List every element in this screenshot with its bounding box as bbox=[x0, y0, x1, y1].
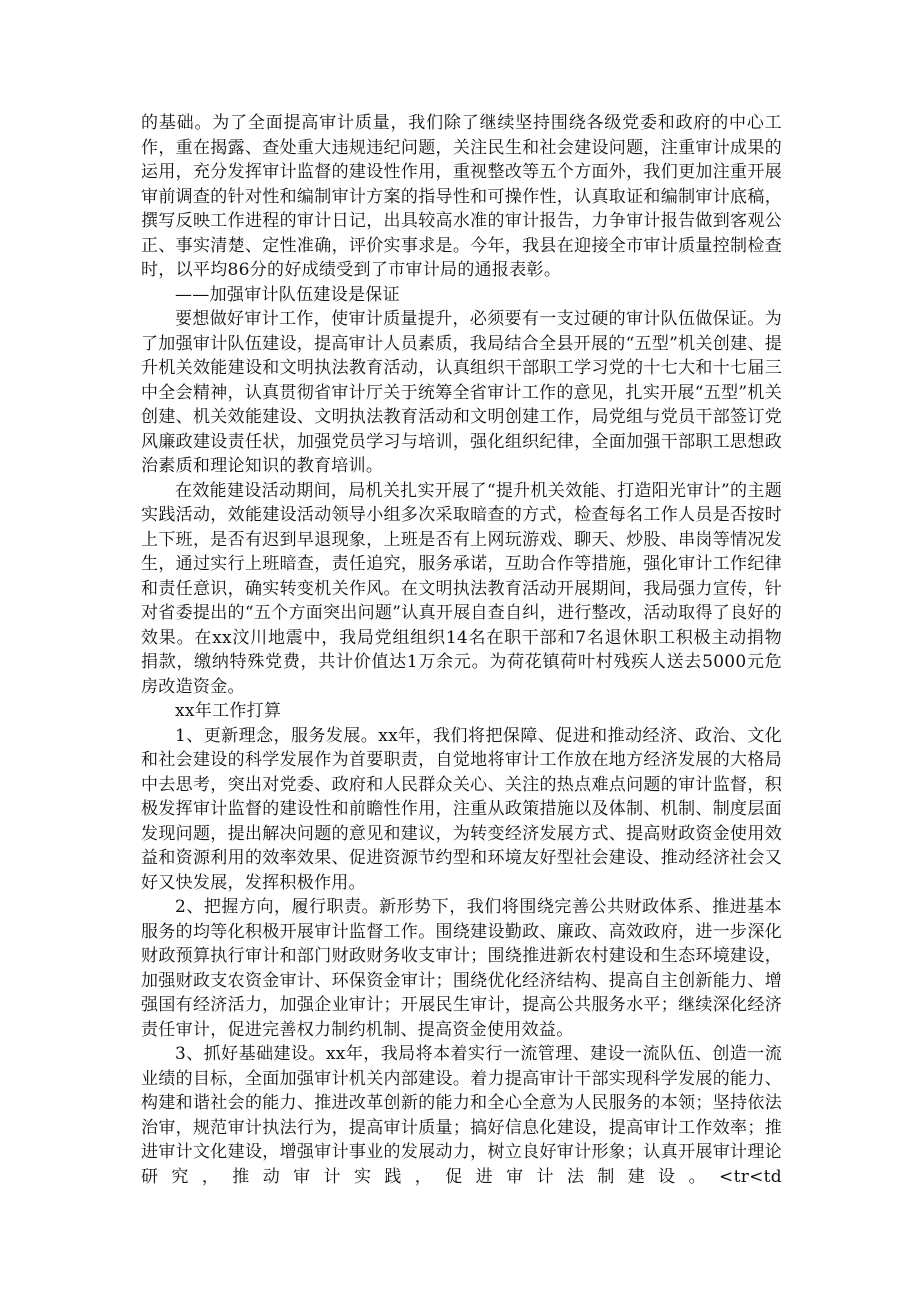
paragraph-efficiency-campaign: 在效能建设活动期间，局机关扎实开展了“提升机关效能、打造阳光审计”的主题实践活动，效能建设活动领导小组多次采取暗查的方式，检查每名工作人员是否按时上下班，是否有迟到早退现象，上班是否有上网玩游戏、聊天、炒股、串岗等情况发生，通过实行上班暗查，责任追究，服务承诺，互助合作等措施，强化审计工作纪律和责任意识，确实转变机关作风。在文明执法教育活动开展期间，我局强力宣传，针对省委提出的“五个方面突出问题”认真开展自查自纠，进行整改，活动取得了良好的效果。在xx汶川地震中，我局党组组织14名在职干部和7名退休职工积极主动捐物捐款，缴纳特殊党费，共计价值达1万余元。为荷花镇荷叶村残疾人送去5000元危房改造资金。 bbox=[141, 480, 782, 697]
paragraph-team-building: 要想做好审计工作，使审计质量提升，必须要有一支过硬的审计队伍做保证。为了加强审计队伍建设，提高审计人员素质，我局结合全县开展的“五型”机关创建、提升机关效能建设和文明执法教育活动，认真组织干部职工学习党的十七大和十七届三中全会精神，认真贯彻省审计厅关于统筹全省审计工作的意见，扎实开展“五型”机关创建、机关效能建设、文明执法教育活动和文明创建工作，局党组与党员干部签订党风廉政建设责任状，加强党员学习与培训，强化组织纪律，全面加强干部职工思想政治素质和理论知识的教育培训。 bbox=[141, 309, 782, 476]
paragraph-plan-item-3: 3、抓好基础建设。xx年，我局将本着实行一流管理、建设一流队伍、创造一流业绩的目标，全面加强审计机关内部建设。着力提高审计干部实现科学发展的能力、构建和谐社会的能力、推进改革创新的能力和全心全意为人民服务的本领；坚持依法治审，规范审计执法行为，提高审计质量；搞好信息化建设，提高审计工作效率；推进审计文化建设，增强审计事业的发展动力，树立良好审计形象；认真开展审计理论研究，推动审计实践，促进审计法制建设。<tr<td bbox=[141, 1044, 782, 1187]
paragraph-plan-item-1: 1、更新理念，服务发展。xx年，我们将把保障、促进和推动经济、政治、文化和社会建设的科学发展作为首要职责，自觉地将审计工作放在地方经济发展的大格局中去思考，突出对党委、政府和人民群众关心、关注的热点难点问题的审计监督，积极发挥审计监督的建设性和前瞻性作用，注重从政策措施以及体制、机制、制度层面发现问题，提出解决问题的意见和建议，为转变经济发展方式、提高财政资金使用效益和资源利用的效率效果、促进资源节约型和环境友好型社会建设、推动经济社会又好又快发展，发挥积极作用。 bbox=[141, 725, 782, 893]
heading-team-building: ——加强审计队伍建设是保证 bbox=[175, 284, 400, 305]
paragraph-plan-item-2: 2、把握方向，履行职责。新形势下，我们将围绕完善公共财政体系、推进基本服务的均等化积极开展审计监督工作。围绕建设勤政、廉政、高效政府，进一步深化财政预算执行审计和部门财政财务收支审计；围绕推进新农村建设和生态环境建设，加强财政支农资金审计、环保资金审计；围绕优化经济结构、提高自主创新能力、增强国有经济活力，加强企业审计；开展民生审计，提高公共服务水平；继续深化经济责任审计，促进完善权力制约机制、提高资金使用效益。 bbox=[141, 897, 782, 1040]
paragraph-audit-quality: 的基础。为了全面提高审计质量，我们除了继续坚持围绕各级党委和政府的中心工作，重在揭露、查处重大违规违纪问题，关注民生和社会建设问题，注重审计成果的运用，充分发挥审计监督的建设性作用，重视整改等五个方面外，我们更加注重开展审前调查的针对性和编制审计方案的指导性和可操作性，认真取证和编制审计底稿，撰写反映工作进程的审计日记，出具较高水准的审计报告，力争审计报告做到客观公正、事实清楚、定性准确，评价实事求是。今年，我县在迎接全市审计质量控制检查时，以平均86分的好成绩受到了市审计局的通报表彰。 bbox=[141, 113, 782, 280]
heading-work-plan: xx年工作打算 bbox=[175, 701, 282, 721]
document-body bbox=[141, 111, 782, 1189]
